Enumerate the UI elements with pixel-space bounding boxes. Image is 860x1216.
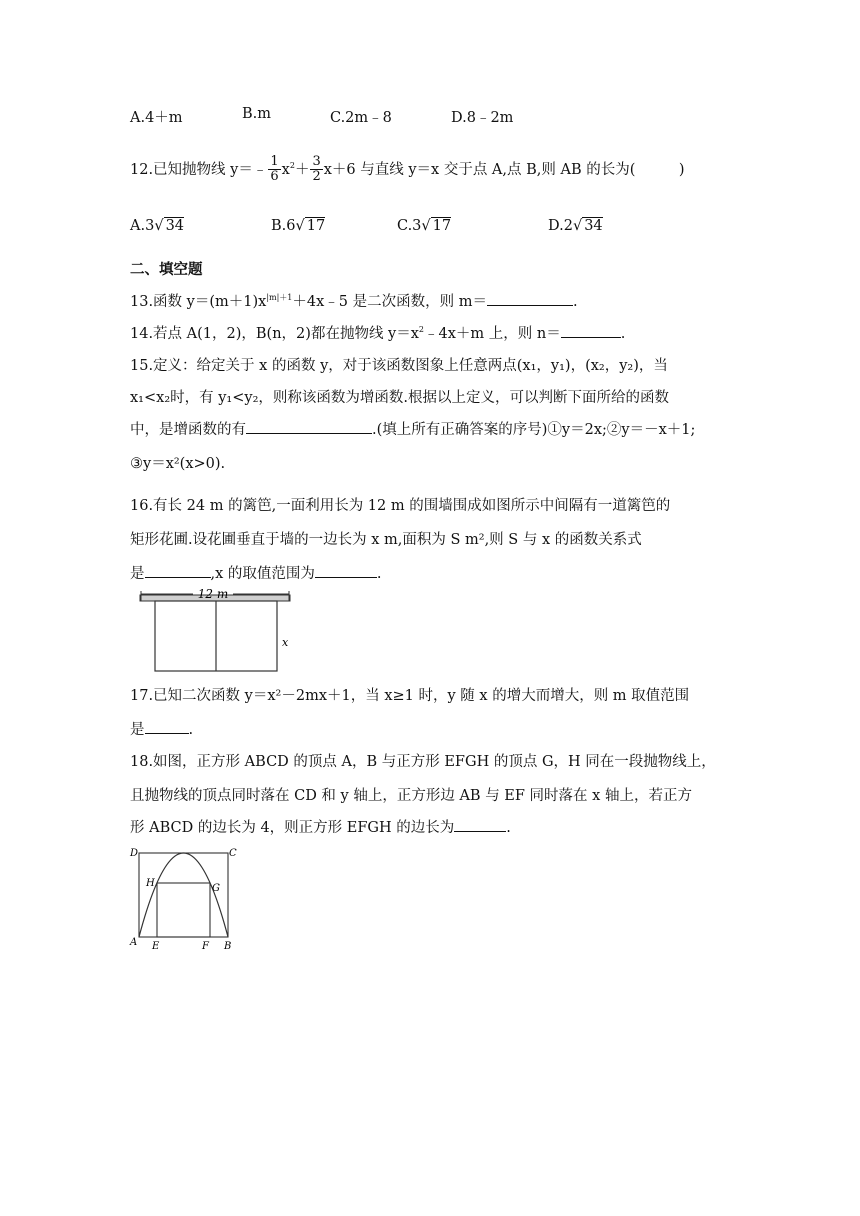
q13-text-a: 13.函数 y＝(m＋1)x bbox=[130, 294, 267, 310]
q16-text-c: . bbox=[376, 566, 382, 582]
q12-fraction-2 bbox=[310, 155, 322, 184]
q18-line-2: 且抛物线的顶点同时落在 CD 和 y 轴上，正方形边 AB 与 EF 同时落在 x 轴上，若正方 bbox=[130, 788, 692, 804]
q16-text-a: 是 bbox=[130, 566, 145, 582]
q13-answer-blank[interactable] bbox=[487, 291, 573, 307]
q18-text-b: . bbox=[506, 820, 511, 836]
q15-text-a: 中，是增函数的有 bbox=[130, 422, 246, 438]
label-e: E bbox=[152, 941, 160, 952]
q12-prefix: 12.已知抛物线 y＝﹣ bbox=[130, 161, 268, 178]
q16-line-1: 16.有长 24 m 的篱笆,一面利用长为 12 m 的围墙围成如图所示中间隔有一道篱笆的 bbox=[130, 498, 671, 514]
q12-exp: 2 bbox=[289, 161, 295, 170]
q12-opt-d-label: D.2 bbox=[548, 218, 573, 234]
q17-answer-blank[interactable] bbox=[145, 719, 189, 735]
label-a: A bbox=[130, 937, 138, 948]
q11-option-b: B.m bbox=[242, 106, 272, 122]
q15-line-3 bbox=[130, 418, 695, 439]
q12-mid1: x bbox=[281, 161, 290, 178]
label-f: F bbox=[202, 941, 209, 952]
q12-frac2-num: 3 bbox=[312, 154, 321, 170]
q18-line-3 bbox=[130, 816, 511, 837]
q14-exponent: 2 bbox=[418, 325, 425, 335]
q18-text-a: 形 ABCD 的边长为 4，则正方形 EFGH 的边长为 bbox=[130, 820, 455, 836]
q12-opt-d-radicand: 34 bbox=[584, 218, 603, 234]
side-length-label: x bbox=[282, 636, 289, 649]
q16-answer-blank-1[interactable] bbox=[145, 563, 211, 579]
label-h: H bbox=[146, 878, 155, 889]
q15-line-4: ③y＝x²(x>0). bbox=[130, 456, 226, 472]
q16-line-3 bbox=[130, 562, 382, 583]
q16-answer-blank-2[interactable] bbox=[315, 563, 377, 579]
q15-line-1: 15.定义：给定关于 x 的函数 y，对于该函数图象上任意两点(x₁，y₁)，(x₂，y₂)，当 bbox=[130, 358, 668, 374]
q16-text-b: ,x 的取值范围为 bbox=[210, 566, 315, 582]
q16-fence-figure bbox=[138, 588, 298, 676]
label-c: C bbox=[229, 848, 237, 859]
q18-answer-blank[interactable] bbox=[454, 817, 506, 833]
q12-opt-c-radicand: 17 bbox=[432, 218, 452, 234]
q11-option-d: D.8﹣2m bbox=[451, 110, 514, 126]
q17-text-b: . bbox=[188, 722, 194, 738]
question-13 bbox=[130, 290, 578, 311]
q14-text-a: 14.若点 A(1，2)，B(n，2)都在抛物线 y＝x bbox=[130, 326, 419, 342]
question-14 bbox=[130, 322, 625, 343]
q12-frac2-den: 2 bbox=[312, 169, 321, 185]
q12-opt-a-radicand: 34 bbox=[165, 218, 185, 234]
q12-fraction-1 bbox=[268, 155, 280, 184]
q12-opt-a-label: A.3 bbox=[130, 218, 155, 234]
q12-opt-b-radicand: 17 bbox=[306, 218, 326, 234]
q13-text-b: ＋4x﹣5 是二次函数，则 m＝ bbox=[292, 294, 488, 310]
q17-line-1: 17.已知二次函数 y＝x²－2mx＋1，当 x≥1 时，y 随 x 的增大而增大，则 m 取值范围 bbox=[130, 688, 690, 704]
wall-length-label: 12 m bbox=[197, 588, 229, 601]
q14-answer-blank[interactable] bbox=[561, 323, 621, 339]
q12-suffix: x＋6 与直线 y＝x 交于点 A,点 B,则 AB 的长为( ) bbox=[323, 161, 685, 178]
label-g: G bbox=[212, 883, 220, 894]
q12-opt-c-label: C.3 bbox=[397, 218, 422, 234]
q18-parabola-figure bbox=[128, 842, 240, 952]
q15-answer-blank[interactable] bbox=[246, 419, 372, 435]
q14-text-c: . bbox=[620, 326, 626, 342]
q12-option-c: C.3√ 17 bbox=[397, 218, 452, 234]
question-12 bbox=[130, 148, 685, 188]
q11-option-a: A.4＋m bbox=[130, 110, 183, 126]
q13-text-c: . bbox=[573, 294, 578, 310]
label-d: D bbox=[130, 848, 139, 859]
q12-frac1-den: 6 bbox=[270, 169, 279, 185]
q11-option-c: C.2m﹣8 bbox=[330, 110, 392, 126]
q12-opt-b-label: B.6 bbox=[271, 218, 296, 234]
section-title-fill-blank: 二、填空题 bbox=[130, 262, 203, 278]
q12-frac1-num: 1 bbox=[270, 154, 279, 170]
q12-mid2: ＋ bbox=[294, 161, 310, 178]
q12-option-d: D.2√ 34 bbox=[548, 218, 603, 234]
q17-line-2 bbox=[130, 718, 193, 739]
q15-text-b: .(填上所有正确答案的序号)①y＝2x;②y＝－x＋1; bbox=[372, 422, 696, 438]
square-efgh bbox=[157, 883, 210, 937]
q13-exponent: |m|＋1 bbox=[266, 293, 293, 303]
q12-option-a: A.3√ 34 bbox=[130, 218, 185, 234]
q17-text-a: 是 bbox=[130, 722, 145, 738]
q16-line-2: 矩形花圃.设花圃垂直于墙的一边长为 x m,面积为 S m²,则 S 与 x 的函数关系式 bbox=[130, 532, 642, 548]
parabola-curve bbox=[139, 853, 228, 937]
label-b: B bbox=[224, 941, 232, 952]
q18-line-1: 18.如图，正方形 ABCD 的顶点 A，B 与正方形 EFGH 的顶点 G，H 同在一段抛物线上， bbox=[130, 754, 716, 770]
q15-line-2: x₁<x₂时，有 y₁<y₂，则称该函数为增函数.根据以上定义，可以判断下面所给的函数 bbox=[130, 390, 670, 406]
q12-option-b: B.6√ 17 bbox=[271, 218, 326, 234]
q14-text-b: ﹣4x＋m 上，则 n＝ bbox=[424, 326, 561, 342]
